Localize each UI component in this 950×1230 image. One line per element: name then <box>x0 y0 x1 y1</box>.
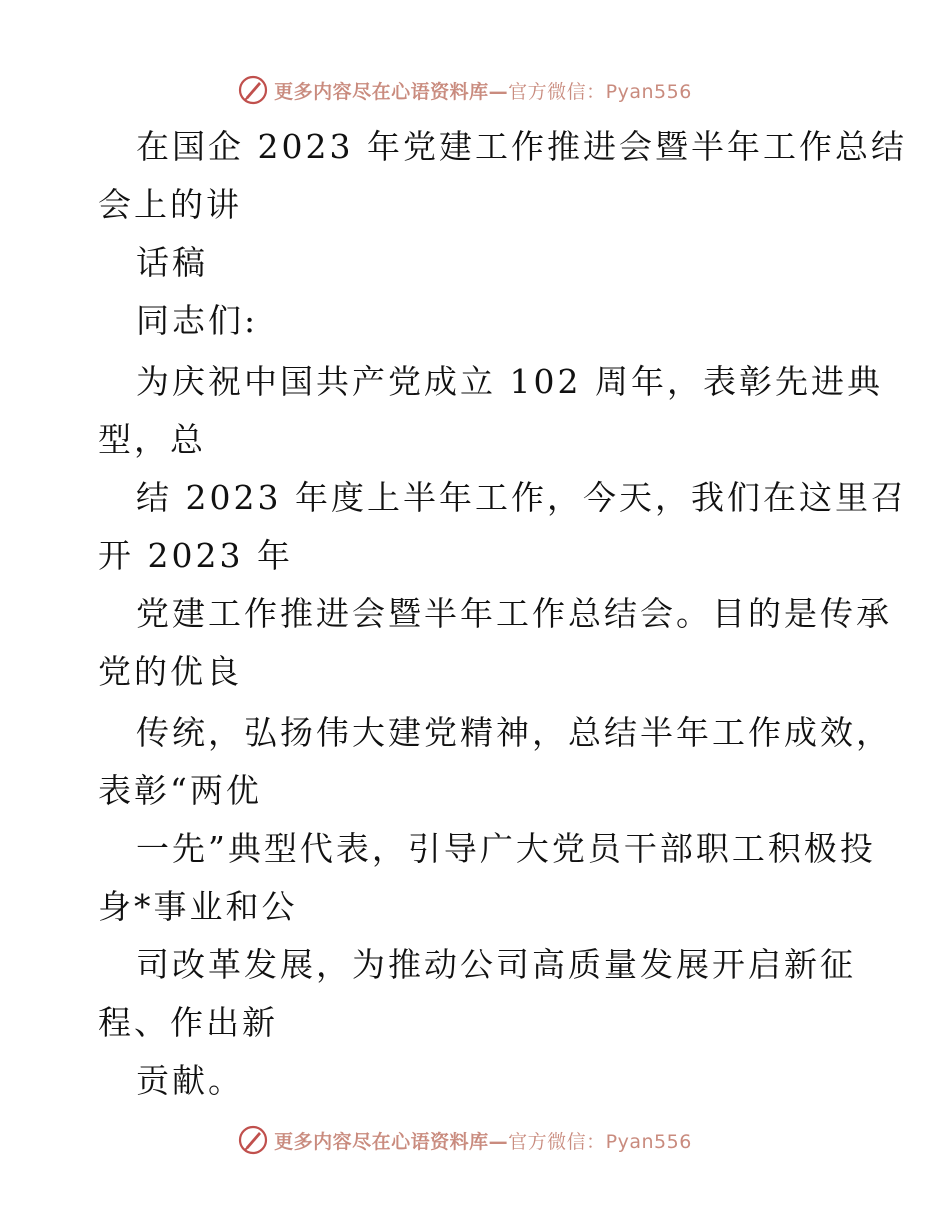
watermark-text: 更多内容尽在心语资料库—官方微信：Pyan556 <box>274 80 692 103</box>
quill-logo-icon <box>238 1125 268 1155</box>
paragraph-line: 开 2023 年 <box>98 536 293 575</box>
paragraph-line: 表彰“两优 <box>98 771 262 810</box>
salutation: 同志们: <box>136 301 259 340</box>
paragraph-line: 党建工作推进会暨半年工作总结会。目的是传承 <box>136 594 892 633</box>
quill-logo-icon <box>238 75 268 105</box>
watermark-text: 更多内容尽在心语资料库—官方微信：Pyan556 <box>274 1130 692 1153</box>
paragraph-line: 司改革发展，为推动公司高质量发展开启新征 <box>136 945 856 984</box>
watermark-header <box>0 70 950 110</box>
title-line-1: 在国企 2023 年党建工作推进会暨半年工作总结 <box>136 127 907 166</box>
paragraph-line: 党的优良 <box>98 652 242 691</box>
paragraph-line: 传统，弘扬伟大建党精神，总结半年工作成效， <box>136 713 892 752</box>
paragraph-line: 贡献。 <box>136 1061 244 1100</box>
paragraph-line: 一先”典型代表，引导广大党员干部职工积极投 <box>136 829 876 868</box>
paragraph-line: 程、作出新 <box>98 1003 278 1042</box>
watermark-footer <box>0 1120 950 1160</box>
paragraph-line: 为庆祝中国共产党成立 102 周年，表彰先进典 <box>136 362 883 401</box>
paragraph-line: 型，总 <box>98 420 206 459</box>
title-line-2: 会上的讲 <box>98 185 242 224</box>
paragraph-line: 结 2023 年度上半年工作，今天，我们在这里召 <box>136 478 907 517</box>
title-line-3: 话稿 <box>136 243 208 282</box>
paragraph-line: 身*事业和公 <box>98 887 298 926</box>
